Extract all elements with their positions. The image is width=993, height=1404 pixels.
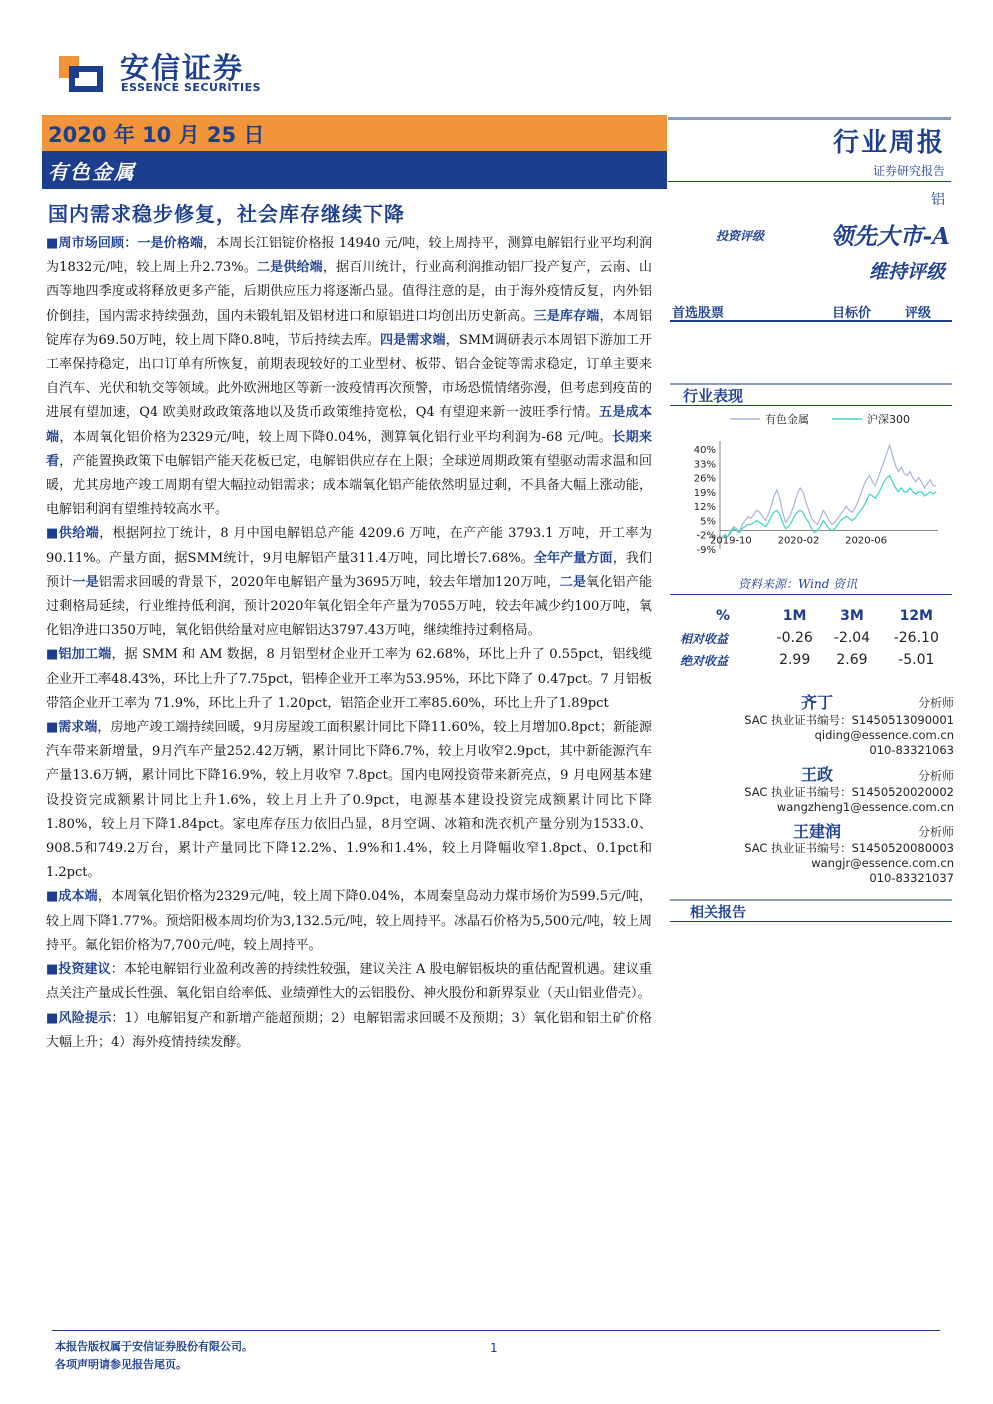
text-run: 二是	[559, 574, 587, 590]
text-run: 成本端	[58, 889, 98, 905]
cell-value: 2.69	[836, 652, 868, 668]
series-line-hs300	[722, 476, 936, 537]
company-name-cn: 安信证券	[120, 51, 245, 85]
picks-col-stock: 首选股票	[672, 306, 725, 321]
text-run: 投资建议	[58, 962, 111, 978]
text-run: ■	[46, 889, 59, 905]
analyst-email[interactable]: qiding@essence.com.cn	[814, 728, 954, 742]
rating-label: 投资评级	[716, 229, 765, 243]
divider	[670, 921, 952, 922]
text-run: 风险提示	[58, 1010, 112, 1026]
text-run: 铝加工端	[58, 647, 112, 663]
text-run: ，据百川统计，行业高利润推动铝厂投产复产，云南、山西等地四季度或将释放更多产能，后期供应压力将逐渐凸显。值得注意的是，由于海外疫情反复，内外铝价倒挂，国内需求持续强劲，国内未锻轧铝及铝材进口和原铝进口均创出历史新高。	[46, 260, 652, 324]
company-name-en: ESSENCE SECURITIES	[121, 81, 262, 94]
section-supply	[46, 522, 652, 643]
text-run: ，本周氧化铝价格为2329元/吨，较上周下降0.04%，本周秦皇岛动力煤市场价为599.5元/吨，较上周下降1.77%。预焙阳极本周均价为3,132.5元/吨，较上周持平。冰晶石价格为5,500元/吨，较上周持平。氟化铝价格为7,700元/吨，较上周持平。	[46, 889, 652, 953]
x-tick-label: 2020-02	[777, 535, 820, 547]
company-logo-icon	[55, 48, 107, 94]
text-run: ，SMM调研表示本周铝下游加工开工率保持稳定，出口订单有所恢复，前期表现较好的工业型材、板带、铝合金锭等需求稳定，订单主要来自汽车、光伏和轨交等领域。此外欧洲地区等新一波疫情再次预警，市场恐慌情绪弥漫，但考虑到疫苗的进展有望加速，Q4 欧美财政政策落地以及货币政策维持宽松，Q4 有望迎来新一波旺季行情。	[46, 332, 652, 421]
report-date: 2020 年 10 月 25 日	[48, 123, 265, 147]
chart-source: 资料来源：Wind 资讯	[738, 577, 858, 591]
text-run: ，本周氧化铝价格为2329元/吨，较上周下降0.04%，测算氧化铝行业平均利润为-68 元/吨。	[59, 429, 613, 445]
text-run: ■	[46, 720, 59, 736]
cell-value: -2.04	[833, 630, 871, 646]
related-reports-title: 相关报告	[690, 905, 746, 921]
text-run: 二是供给端	[257, 260, 323, 276]
legend-label: 沪深300	[867, 413, 910, 426]
text-run: 供给端	[58, 526, 100, 542]
section-processing	[46, 643, 652, 716]
section-demand	[46, 716, 652, 885]
analyst-email[interactable]: wangzheng1@essence.com.cn	[776, 800, 954, 814]
analyst-phone: 010-83321037	[869, 871, 954, 885]
text-run: ，本周长江铝锭价格报 14940 元/吨，较上周持平，测算电解铝行业平均利润为1832元/吨，较上周上升2.73%。	[46, 236, 652, 276]
rating-note: 维持评级	[868, 261, 945, 283]
text-run: 一是	[72, 574, 99, 590]
footer-disclaimer: 各项声明请参见报告尾页。	[55, 1358, 187, 1371]
analyst-cert: SAC 执业证书编号：S1450513090001	[744, 713, 954, 727]
analyst-role: 分析师	[917, 696, 954, 710]
text-run: ，本周铝锭库存为69.50万吨，较上周下降0.8吨，节后持续去库。	[46, 308, 652, 348]
text-run: 一是价格端	[137, 236, 204, 251]
section-investment-advice	[46, 958, 652, 1006]
divider	[670, 405, 952, 406]
legend-label: 有色金属	[765, 413, 809, 426]
text-run: ■	[46, 526, 59, 542]
section-cost	[46, 885, 652, 958]
picks-col-target: 目标价	[832, 306, 872, 321]
analyst-role: 分析师	[917, 825, 954, 839]
text-run: 铝需求回暖的背景下，2020年电解铝产量为3695万吨，较去年增加120万吨，	[98, 574, 560, 590]
report-headline: 国内需求稳步修复，社会库存继续下降	[48, 202, 405, 226]
x-tick-label: 2020-06	[845, 535, 887, 547]
section-risk	[46, 1007, 652, 1055]
text-run: 周市场回顾：	[58, 236, 138, 251]
picks-header	[670, 302, 952, 322]
returns-col-3m: 3M	[840, 608, 864, 624]
text-run: ，产能置换政策下电解铝产能天花板已定，电解铝供应存在上限；全球逆周期政策有望驱动需求温和回暖，尤其房地产竣工周期有望大幅拉动铝需求；成本端氧化铝产能依然明显过剩，不具备大幅上涨动能，电解铝利润有望维持较高水平。	[46, 453, 652, 518]
section-market-review	[46, 232, 652, 522]
text-run: 全年产量方面	[533, 550, 613, 566]
text-run: ，房地产竣工端持续回暖，9月房屋竣工面积累计同比下降11.60%，较上月增加0.8pct；新能源汽车带来新增量，9月汽车产量252.42万辆，累计同比下降6.7%，较上月收窄2.9pct，其中新能源汽车产量13.6万辆，累计同比下降16.9%，较上月收窄 7.8pct。国内电网投资带来新亮点，9 月电网基本建设投资完成额累计同比上升1.6%，较上月上升了0.9pct，电源基本建设投资完成额累计同比下降1.80%，较上月下降1.84pct。家电库存压力依旧凸显，8月空调、冰箱和洗衣机产量分别为1533.0、908.5和749.2万台，累计产量同比下降12.2%、1.9%和1.4%，较上月降幅收窄1.8pct、0.1pct和1.2pct。	[46, 720, 652, 881]
returns-row-relative	[680, 627, 952, 649]
divider	[670, 899, 952, 901]
returns-col-12m: 12M	[899, 608, 933, 624]
text-run: 五是成本端	[46, 405, 652, 445]
cell-value: 2.99	[779, 652, 811, 668]
footer-divider	[52, 1330, 940, 1331]
industry-label: 铝	[931, 192, 945, 208]
y-tick-label: 19%	[693, 487, 716, 499]
cell-value: -26.10	[893, 630, 939, 646]
y-tick-label: 26%	[693, 473, 716, 485]
text-run: ■	[46, 236, 59, 251]
analyst-role: 分析师	[917, 769, 954, 783]
report-type: 行业周报	[832, 128, 945, 158]
divider	[670, 594, 952, 595]
text-run: ，根据阿拉丁统计，8 月中国电解铝总产能 4209.6 万吨，在产产能 3793.1 万吨，开工率为90.11%。产量方面，据SMM统计，9月电解铝产量311.4万吨，同比增长7.68%。	[46, 526, 652, 566]
divider	[668, 181, 951, 182]
analyst-cert: SAC 执业证书编号：S1450520080003	[744, 841, 954, 855]
y-tick-label: 12%	[693, 502, 716, 514]
returns-table-header	[680, 605, 952, 627]
sector-name: 有色金属	[48, 160, 136, 184]
text-run: ：1）电解铝复产和新增产能超预期；2）电解铝需求回暖不及预期；3）氧化铝和铝土矿价格大幅上升；4）海外疫情持续发酵。	[46, 1010, 652, 1050]
report-body	[46, 232, 652, 1055]
report-subtype: 证券研究报告	[872, 164, 945, 178]
analyst-name: 齐丁	[800, 693, 833, 712]
returns-table	[680, 605, 952, 671]
text-run: ，我们预计	[46, 550, 652, 590]
footer-copyright: 本报告版权属于安信证券股份有限公司。	[55, 1340, 253, 1353]
y-tick-label: -2%	[696, 530, 716, 542]
text-run: 氧化铝产能过剩格局延续，行业维持低利润，预计2020年氧化铝全年产量为7055万吨，较去年减少约100万吨，氧化铝净进口350万吨，氧化铝供给量对应电解铝达3797.43万吨，继续维持过剩格局。	[46, 574, 652, 639]
divider	[668, 117, 951, 120]
text-run: 需求端	[58, 720, 98, 736]
analyst-phone: 010-83321063	[869, 743, 954, 757]
row-label: 相对收益	[680, 631, 729, 646]
text-run: 三是库存端	[533, 308, 600, 324]
y-tick-label: -9%	[696, 545, 716, 556]
y-tick-label: 40%	[693, 445, 716, 457]
analyst-cert: SAC 执业证书编号：S1450520020002	[744, 785, 954, 799]
y-tick-label: 5%	[700, 516, 716, 528]
picks-col-rating: 评级	[905, 306, 932, 321]
text-run: 四是需求端	[380, 332, 446, 348]
returns-col-1m: 1M	[782, 608, 807, 624]
industry-performance-title: 行业表现	[683, 387, 744, 405]
rating-value: 领先大市-A	[830, 223, 950, 250]
analyst-email[interactable]: wangjr@essence.com.cn	[811, 856, 954, 870]
performance-chart	[682, 407, 950, 565]
text-run: ■	[46, 647, 59, 663]
returns-col-unit: %	[716, 608, 731, 624]
returns-row-absolute	[680, 649, 952, 671]
y-tick-label: 33%	[693, 459, 716, 471]
row-label: 绝对收益	[680, 653, 729, 668]
text-run: ■	[46, 962, 59, 978]
text-run: 长期来看	[46, 429, 652, 469]
x-tick-label: 2019-10	[710, 535, 752, 547]
text-run: ■	[46, 1010, 59, 1026]
analyst-name: 王建润	[792, 822, 841, 841]
page-number: 1	[490, 1341, 498, 1355]
analyst-name: 王政	[800, 765, 833, 784]
text-run: ，据 SMM 和 AM 数据，8 月铝型材企业开工率为 62.68%，环比上升了 0.55pct，铝线缆企业开工率48.43%，环比上升了7.75pct，铝棒企业开工率为53.95%，环比下降了 0.47pct。7 月铝板带箔企业开工率为 71.9%，环比上升了 1.20pct，铝箔企业开工率85.60%，环比上升了1.89pct	[46, 647, 652, 711]
cell-value: -5.01	[898, 652, 935, 668]
text-run: ：本轮电解铝行业盈利改善的持续性较强，建议关注 A 股电解铝板块的重估配置机遇。建议重点关注产量成长性强、氧化铝自给率低、业绩弹性大的云铝股份、神火股份和新界泵业（天山铝业借壳）。	[46, 962, 652, 1002]
cell-value: -0.26	[776, 630, 813, 646]
